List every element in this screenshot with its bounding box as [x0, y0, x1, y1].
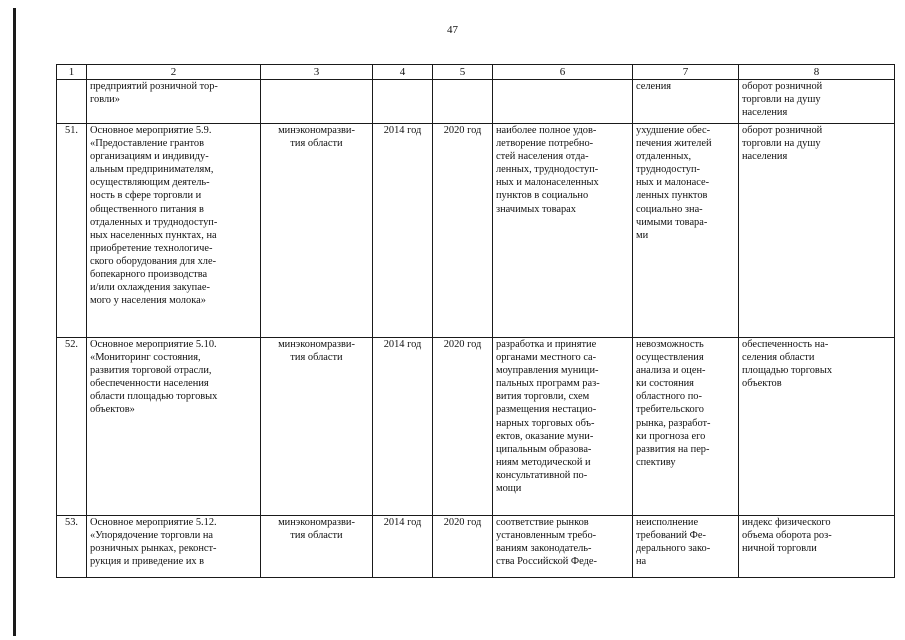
expected-result-line: мощи — [496, 483, 522, 495]
measure-name-line: обеспеченности населения — [90, 378, 209, 390]
linked-indicator-line: торговли на душу — [742, 138, 821, 150]
non-implementation-consequence-line: ми — [636, 229, 649, 241]
measure-name-line: «Предоставление грантов — [90, 138, 205, 150]
measure-name-line: развития торговой отрасли, — [90, 365, 212, 377]
non-implementation-consequence-line: требований Фе- — [636, 530, 706, 542]
table-row — [57, 516, 895, 578]
measure-name-line: приобретение технологиче- — [90, 242, 213, 254]
linked-indicator-cell — [739, 516, 895, 578]
expected-result-line: моуправления муници- — [496, 365, 599, 377]
column-number: 4 — [373, 65, 433, 80]
executor-line: тия области — [290, 530, 343, 542]
expected-result-line: значимых товарах — [496, 203, 576, 215]
measure-name-line: рукция и приведение их в — [90, 556, 205, 568]
expected-result-line: ленных, труднодоступ- — [496, 164, 599, 176]
linked-indicator-line: объема оборота роз- — [742, 530, 832, 542]
measure-name-line: ных населенных пунктах, на — [90, 229, 217, 241]
expected-result-line: стей населения отда- — [496, 151, 589, 163]
measure-name-line: говли» — [90, 94, 120, 106]
linked-indicator-line: оборот розничной — [742, 81, 823, 92]
non-implementation-consequence-line: областного по- — [636, 391, 702, 403]
table-row — [57, 80, 895, 124]
non-implementation-consequence-cell — [633, 516, 739, 578]
linked-indicator-line: селения области — [742, 352, 815, 364]
expected-result-line: соответствие рынков — [496, 517, 589, 528]
non-implementation-consequence-cell — [633, 124, 739, 338]
expected-result-line: нарных торговых объ- — [496, 417, 595, 429]
measure-name-line: «Мониторинг состояния, — [90, 352, 201, 364]
non-implementation-consequence-line: осуществления — [636, 352, 704, 364]
measure-name-cell — [87, 516, 261, 578]
expected-result-line: ных и малонаселенных — [496, 177, 599, 189]
expected-result-line: разработка и принятие — [496, 339, 597, 350]
executor-cell — [261, 124, 373, 338]
non-implementation-consequence-line: рынка, разработ- — [636, 417, 711, 429]
table-body — [57, 65, 895, 578]
end-year-cell: 2020 год — [433, 516, 493, 578]
measure-name-line: организациям и индивиду- — [90, 151, 209, 163]
measure-name-line: Основное мероприятие 5.12. — [90, 517, 217, 528]
start-year-cell: 2014 год — [373, 516, 433, 578]
measure-name-line: мого у населения молока» — [90, 295, 206, 307]
linked-indicator-line: объектов — [742, 378, 782, 390]
non-implementation-consequence-line: ленных пунктов — [636, 190, 708, 202]
linked-indicator-cell — [739, 80, 895, 124]
measure-name-line: «Упорядочение торговли на — [90, 530, 214, 542]
table-row — [57, 338, 895, 516]
linked-indicator-cell — [739, 338, 895, 516]
non-implementation-consequence-cell — [633, 338, 739, 516]
expected-result-line: наиболее полное удов- — [496, 125, 597, 136]
expected-result-line: летворение потребно- — [496, 138, 594, 150]
non-implementation-consequence-line: спективу — [636, 456, 676, 468]
measure-name-line: альным предпринимателям, — [90, 164, 214, 176]
measure-name-line: предприятий розничной тор- — [90, 81, 218, 92]
non-implementation-consequence-line: печения жителей — [636, 138, 712, 150]
column-number: 6 — [493, 65, 633, 80]
expected-result-line: органами местного са- — [496, 352, 597, 364]
measure-name-cell — [87, 124, 261, 338]
non-implementation-consequence-line: неисполнение — [636, 517, 699, 528]
expected-result-line: ципальным образова- — [496, 443, 592, 455]
non-implementation-consequence-line: требительского — [636, 404, 704, 416]
measure-name-cell — [87, 80, 261, 124]
row-number-cell — [57, 80, 87, 124]
linked-indicator-line: торговли на душу — [742, 94, 821, 106]
non-implementation-consequence-cell — [633, 80, 739, 124]
expected-result-line: вития торговли, схем — [496, 391, 590, 403]
table-row — [57, 124, 895, 338]
executor-cell — [261, 338, 373, 516]
linked-indicator-line: площадью торговых — [742, 365, 833, 377]
linked-indicator-cell — [739, 124, 895, 338]
row-number-cell: 51. — [57, 124, 87, 338]
non-implementation-consequence-line: ухудшение обес- — [636, 125, 711, 136]
expected-result-line: установленным требо- — [496, 530, 597, 542]
row-number-cell: 53. — [57, 516, 87, 578]
column-number-row — [57, 65, 895, 80]
linked-indicator-line: оборот розничной — [742, 125, 823, 136]
non-implementation-consequence-line: невозможность — [636, 339, 704, 350]
expected-result-line: пунктов в социально — [496, 190, 589, 202]
executor-line: минэкономразви- — [278, 517, 355, 528]
measure-name-line: общественного питания в — [90, 203, 204, 215]
measure-name-line: осуществляющим деятель- — [90, 177, 210, 189]
measure-name-line: области площадью торговых — [90, 391, 218, 403]
start-year-cell — [373, 80, 433, 124]
non-implementation-consequence-line: анализа и оцен- — [636, 365, 706, 377]
non-implementation-consequence-line: социально зна- — [636, 203, 703, 215]
non-implementation-consequence-line: на — [636, 556, 647, 568]
column-number: 7 — [633, 65, 739, 80]
linked-indicator-line: ничной торговли — [742, 543, 817, 555]
measure-name-line: отдаленных и труднодоступ- — [90, 216, 218, 228]
linked-indicator-line: обеспеченность на- — [742, 339, 829, 350]
measure-name-line: бопекарного производства — [90, 269, 208, 281]
non-implementation-consequence-line: ки состояния — [636, 378, 694, 390]
executor-line: тия области — [290, 352, 343, 364]
linked-indicator-line: индекс физического — [742, 517, 831, 528]
column-number: 5 — [433, 65, 493, 80]
measure-name-line: розничных рынках, реконст- — [90, 543, 217, 555]
end-year-cell — [433, 80, 493, 124]
non-implementation-consequence-line: ных и малонасе- — [636, 177, 710, 189]
executor-line: минэкономразви- — [278, 339, 355, 350]
non-implementation-consequence-line: отдаленных, — [636, 151, 692, 163]
executor-cell — [261, 80, 373, 124]
non-implementation-consequence-line: селения — [636, 81, 672, 92]
measure-name-line: ность в сфере торговли и — [90, 190, 202, 202]
measure-name-line: Основное мероприятие 5.9. — [90, 125, 212, 136]
measure-name-line: и/или охлаждения закупае- — [90, 282, 210, 294]
expected-result-cell — [493, 124, 633, 338]
linked-indicator-line: населения — [742, 107, 788, 119]
expected-result-line: ектов, оказание муни- — [496, 430, 594, 442]
expected-result-cell — [493, 80, 633, 124]
non-implementation-consequence-line: труднодоступ- — [636, 164, 700, 176]
start-year-cell: 2014 год — [373, 124, 433, 338]
row-number-cell: 52. — [57, 338, 87, 516]
expected-result-line: ниям методической и — [496, 456, 591, 468]
column-number: 2 — [87, 65, 261, 80]
expected-result-line: консультативной по- — [496, 469, 588, 481]
expected-result-line: пальных программ раз- — [496, 378, 600, 390]
executor-cell — [261, 516, 373, 578]
scan-left-edge — [13, 8, 16, 636]
measure-name-cell — [87, 338, 261, 516]
expected-result-line: ваниям законодатель- — [496, 543, 592, 555]
non-implementation-consequence-line: дерального зако- — [636, 543, 711, 555]
expected-result-cell — [493, 338, 633, 516]
column-number: 3 — [261, 65, 373, 80]
end-year-cell: 2020 год — [433, 338, 493, 516]
page-number: 47 — [447, 24, 458, 36]
non-implementation-consequence-line: развития на пер- — [636, 443, 710, 455]
expected-result-line: размещения нестацио- — [496, 404, 597, 416]
non-implementation-consequence-line: ки прогноза его — [636, 430, 706, 442]
executor-line: тия области — [290, 138, 343, 150]
column-number: 1 — [57, 65, 87, 80]
linked-indicator-line: населения — [742, 151, 788, 163]
expected-result-line: ства Российской Феде- — [496, 556, 597, 568]
measure-name-line: Основное мероприятие 5.10. — [90, 339, 217, 350]
non-implementation-consequence-line: чимыми товара- — [636, 216, 708, 228]
measures-table — [56, 64, 895, 578]
measure-name-line: ского оборудования для хле- — [90, 255, 217, 267]
executor-line: минэкономразви- — [278, 125, 355, 136]
column-number: 8 — [739, 65, 895, 80]
expected-result-cell — [493, 516, 633, 578]
start-year-cell: 2014 год — [373, 338, 433, 516]
end-year-cell: 2020 год — [433, 124, 493, 338]
measure-name-line: объектов» — [90, 404, 135, 416]
